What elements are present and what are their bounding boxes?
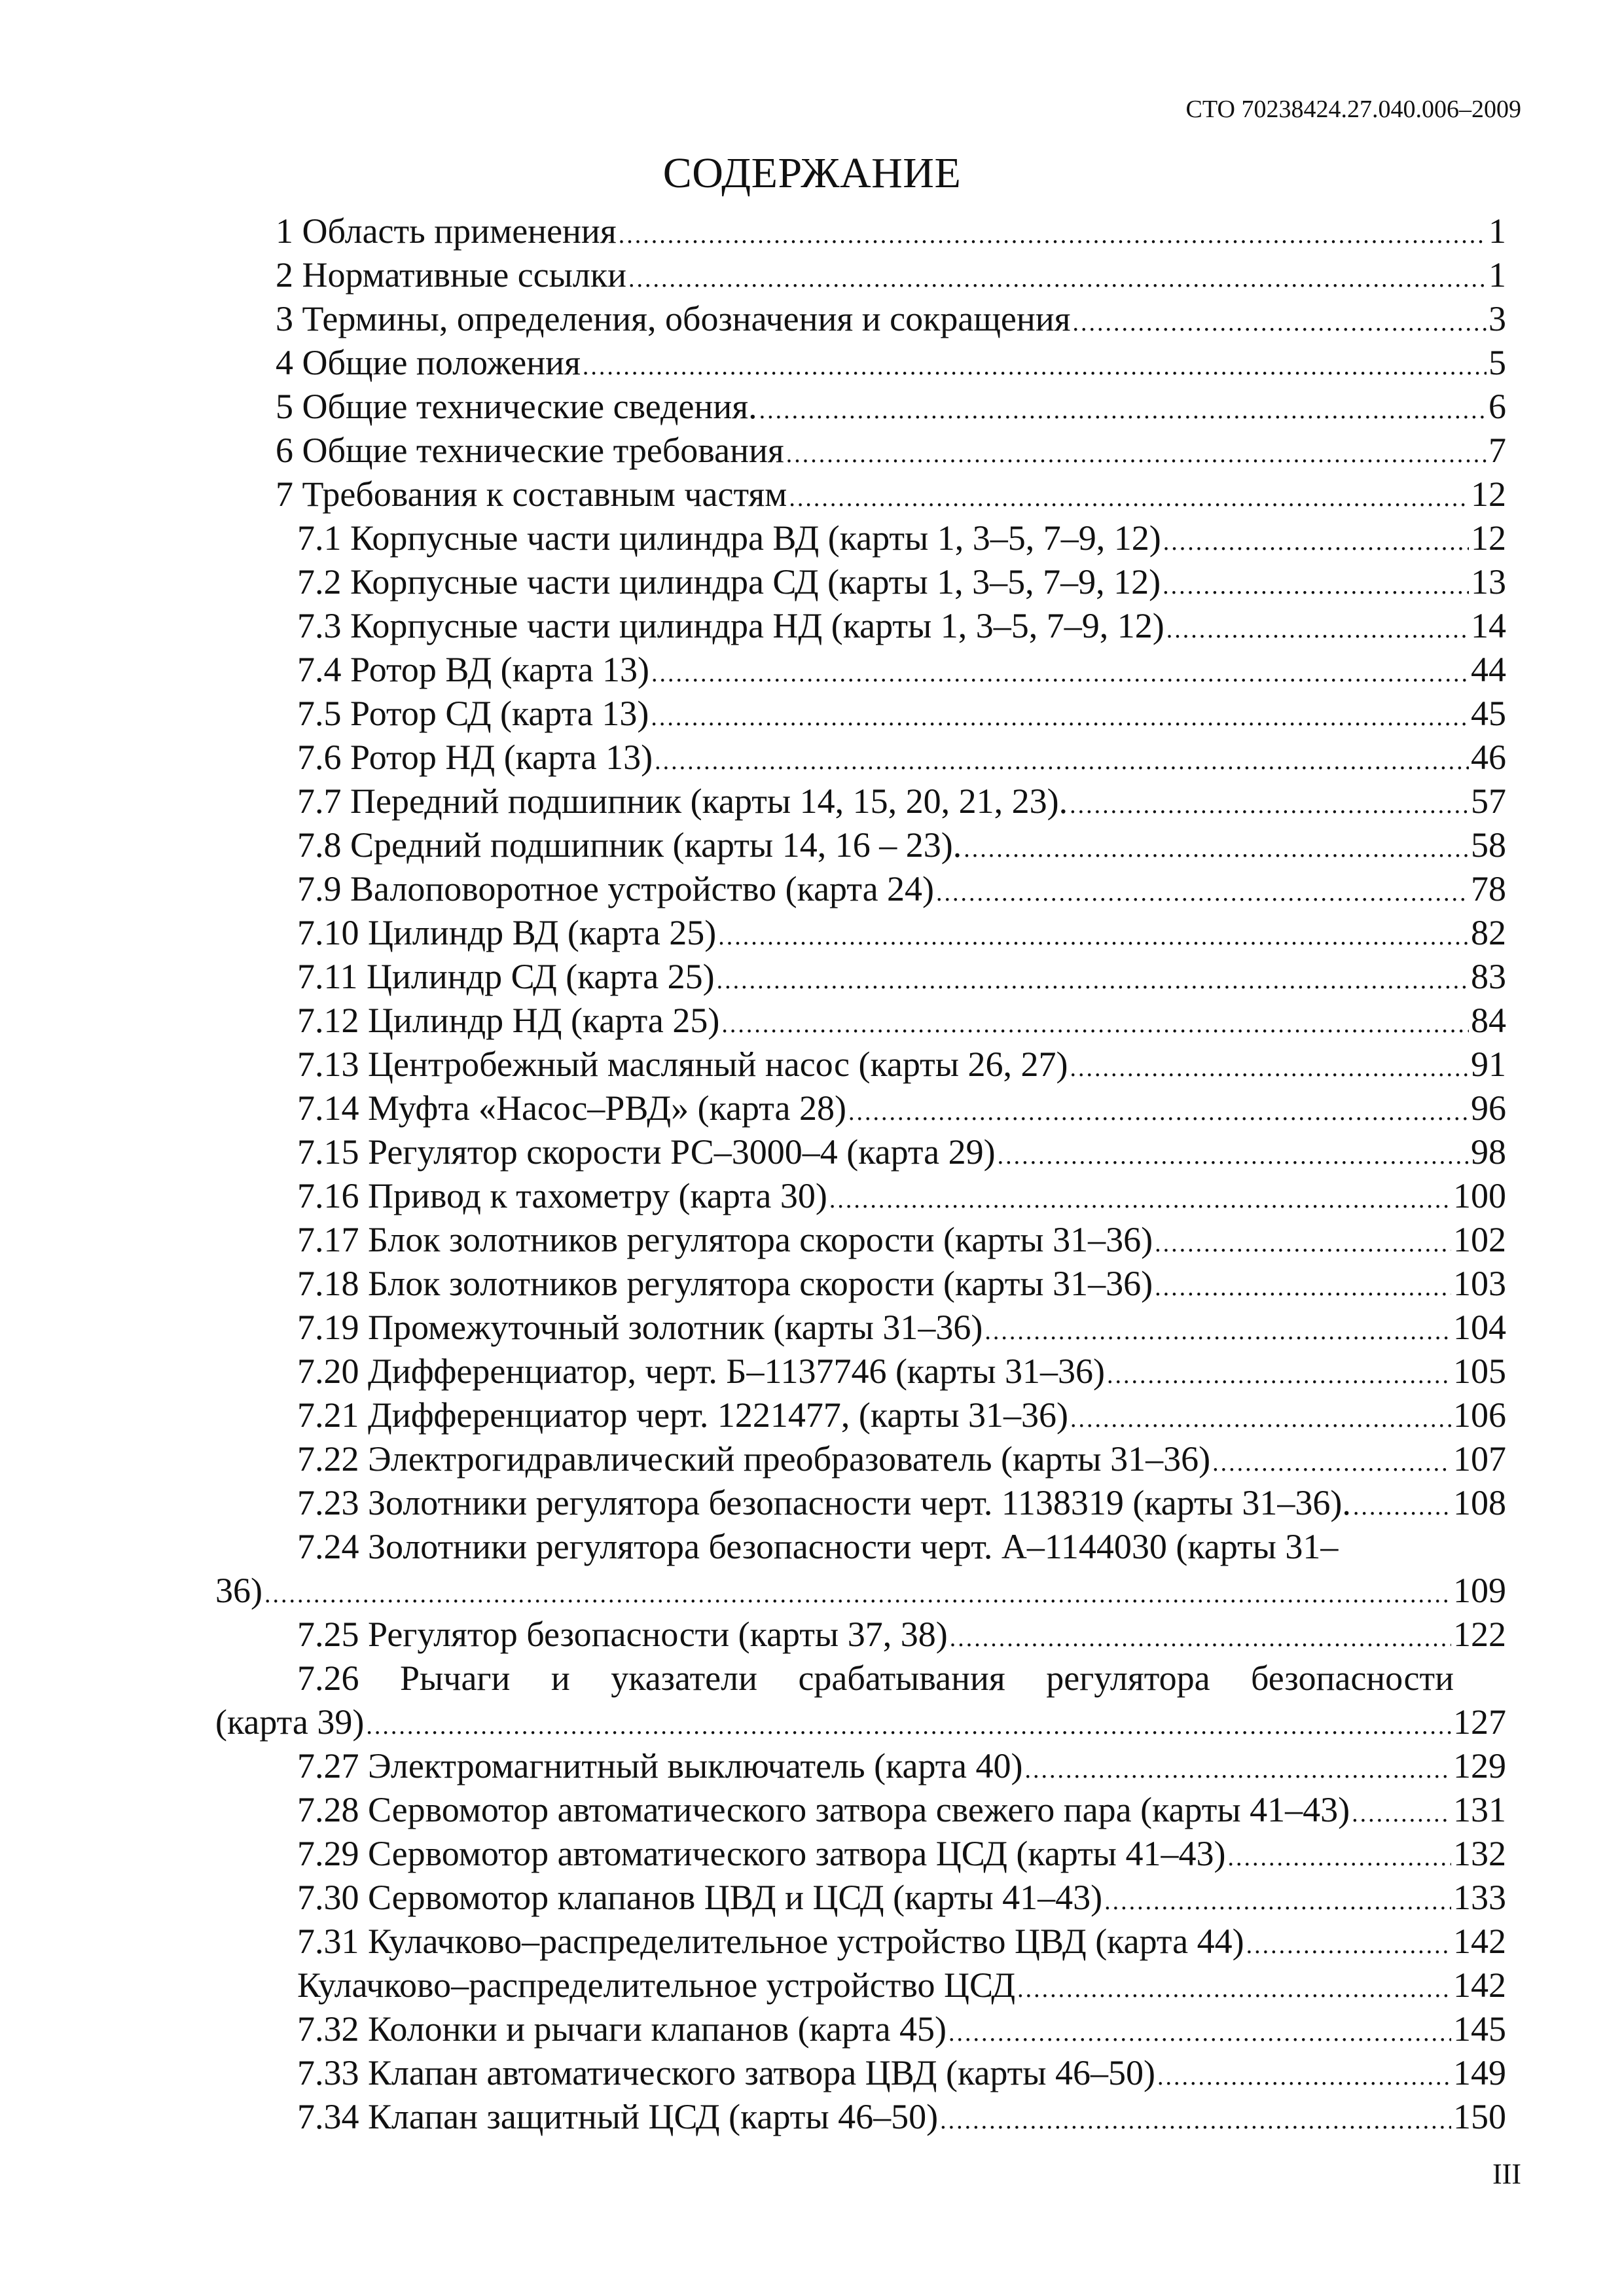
toc-entry-page: 6	[1489, 387, 1506, 426]
dot-leader	[789, 476, 1469, 520]
toc-entry[interactable]	[0, 780, 1624, 823]
toc-entry-title: 7.20 Дифференциатор, черт. Б–1137746 (карты 31–36)	[297, 1352, 1105, 1391]
toc-entry-title: 7 Требования к составным частям	[276, 475, 787, 514]
toc-entry-page: 109	[1453, 1571, 1506, 1610]
toc-entry[interactable]	[0, 823, 1624, 867]
toc-entry[interactable]	[0, 473, 1624, 516]
toc-entry[interactable]	[0, 1876, 1624, 1920]
toc-entry-title: 3 Термины, определения, обозначения и сокращения	[276, 299, 1071, 338]
toc-entry-page: 150	[1453, 2097, 1506, 2136]
toc-entry-page: 12	[1471, 475, 1506, 514]
toc-entry-title: 7.15 Регулятор скорости РС–3000–4 (карта 29)	[297, 1132, 996, 1172]
dot-leader	[1163, 564, 1469, 608]
toc-entry-page: 5	[1489, 343, 1506, 382]
toc-entry-page: 102	[1453, 1220, 1506, 1259]
toc-entry-title: 7.21 Дифференциатор черт. 1221477, (карты 31–36)	[297, 1395, 1068, 1435]
toc-entry-title: 7.28 Сервомотор автоматического затвора свежего пара (карты 41–43)	[297, 1790, 1350, 1829]
toc-entry[interactable]	[0, 1788, 1624, 1832]
dot-leader	[1024, 1748, 1451, 1792]
toc-entry-page: 132	[1453, 1834, 1506, 1873]
toc-entry-page: 58	[1471, 825, 1506, 865]
dot-leader	[264, 1573, 1451, 1617]
toc-entry-title: 2 Нормативные ссылки	[276, 255, 626, 295]
toc-entry-page: 91	[1471, 1045, 1506, 1084]
dot-leader	[583, 345, 1487, 389]
toc-entry-title: 7.12 Цилиндр НД (карта 25)	[297, 1001, 720, 1040]
toc-entry[interactable]	[0, 1613, 1624, 1657]
toc-entry[interactable]	[0, 385, 1624, 429]
toc-entry-title: 7.17 Блок золотников регулятора скорости (карты 31–36)	[297, 1220, 1153, 1259]
toc-entry-title: 7.27 Электромагнитный выключатель (карта 40)	[297, 1746, 1023, 1785]
toc-entry-title: 7.33 Клапан автоматического затвора ЦВД (карты 46–50)	[297, 2053, 1155, 2092]
dot-leader	[1246, 1924, 1451, 1967]
toc-entry-title: 7.14 Муфта «Насос–РВД» (карта 28)	[297, 1088, 846, 1128]
toc-entry[interactable]	[0, 1086, 1624, 1130]
toc-entry[interactable]	[0, 1130, 1624, 1174]
toc-entry[interactable]	[0, 2007, 1624, 2051]
dot-leader	[1155, 1222, 1451, 1266]
toc-entry[interactable]	[0, 253, 1624, 297]
document-code: СТО 70238424.27.040.006–2009	[1185, 96, 1521, 123]
toc-entry-title: 7.10 Цилиндр ВД (карта 25)	[297, 913, 717, 952]
toc-entry[interactable]	[0, 560, 1624, 604]
toc-entry-title: 7.11 Цилиндр СД (карта 25)	[297, 957, 715, 996]
dot-leader	[721, 1003, 1469, 1047]
dot-leader	[619, 213, 1487, 257]
toc-entry-title: Кулачково–распределительное устройство ЦСД	[297, 1965, 1016, 2005]
toc-entry[interactable]	[0, 429, 1624, 473]
toc-entry[interactable]	[0, 955, 1624, 999]
toc-entry-page: 84	[1471, 1001, 1506, 1040]
toc-entry[interactable]	[0, 867, 1624, 911]
toc-entry-title: 7.32 Колонки и рычаги клапанов (карта 45)	[297, 2009, 947, 2049]
dot-leader	[366, 1704, 1451, 1748]
dot-leader	[998, 1134, 1469, 1178]
dot-leader	[628, 257, 1487, 301]
dot-leader	[1070, 783, 1469, 827]
dot-leader	[1070, 1047, 1469, 1090]
toc-entry-title: 7.29 Сервомотор автоматического затвора ЦСД (карты 41–43)	[297, 1834, 1226, 1873]
dot-leader	[786, 433, 1487, 476]
toc-entry-page: 96	[1471, 1088, 1506, 1128]
dot-leader	[948, 2011, 1451, 2055]
dot-leader	[1107, 1354, 1451, 1397]
toc-entry-page: 131	[1453, 1790, 1506, 1829]
toc-entry-title: 7.1 Корпусные части цилиндра ВД (карты 1, 3–5, 7–9, 12)	[297, 518, 1161, 558]
toc-entry[interactable]	[0, 692, 1624, 736]
dot-leader	[940, 2099, 1451, 2143]
toc-entry-page: 104	[1453, 1308, 1506, 1347]
toc-entry[interactable]	[0, 1832, 1624, 1876]
toc-entry-page: 82	[1471, 913, 1506, 952]
dot-leader	[984, 1310, 1451, 1354]
toc-entry[interactable]	[0, 604, 1624, 648]
dot-leader	[1353, 1485, 1451, 1529]
toc-entry-title: 7.9 Валоповоротное устройство (карта 24)	[297, 869, 935, 908]
toc-entry[interactable]	[0, 648, 1624, 692]
toc-entry-title-line1: 7.24 Золотники регулятора безопасности черт. А–1144030 (карты 31–	[297, 1527, 1339, 1566]
toc-entry-title: 7.3 Корпусные части цилиндра НД (карты 1, 3–5, 7–9, 12)	[297, 606, 1164, 645]
toc-entry-page: 78	[1471, 869, 1506, 908]
toc-entry[interactable]	[0, 1481, 1624, 1525]
dot-leader	[655, 740, 1469, 783]
toc-entry[interactable]	[0, 297, 1624, 341]
toc-entry[interactable]	[0, 1920, 1624, 1964]
toc-entry-page: 100	[1453, 1176, 1506, 1215]
toc-entry[interactable]	[0, 1744, 1624, 1788]
toc-entry-page: 107	[1453, 1439, 1506, 1479]
toc-entry[interactable]	[0, 1306, 1624, 1350]
dot-leader	[1157, 2055, 1451, 2099]
dot-leader	[950, 1617, 1451, 1660]
toc-entry-title: 7.18 Блок золотников регулятора скорости (карты 31–36)	[297, 1264, 1153, 1303]
dot-leader	[1166, 608, 1469, 652]
toc-entry-page: 133	[1453, 1878, 1506, 1917]
toc-entry-page: 149	[1453, 2053, 1506, 2092]
toc-entry-page: 14	[1471, 606, 1506, 645]
toc-entry-page: 98	[1471, 1132, 1506, 1172]
toc-entry-title: 7.8 Средний подшипник (карты 14, 16 – 23).	[297, 825, 962, 865]
toc-entry-wrapped[interactable]	[0, 1657, 1624, 1744]
toc-entry[interactable]	[0, 736, 1624, 780]
toc-entry-title: 7.6 Ротор НД (карта 13)	[297, 738, 653, 777]
dot-leader	[651, 652, 1469, 696]
toc-entry-page: 1	[1489, 211, 1506, 251]
toc-entry-page: 3	[1489, 299, 1506, 338]
toc-entry-title-line2: (карта 39)	[215, 1702, 365, 1742]
toc-entry[interactable]	[0, 516, 1624, 560]
toc-entry-title: 1 Область применения	[276, 211, 617, 251]
toc-entry-title: 5 Общие технические сведения.	[276, 387, 757, 426]
toc-entry-title-line1: 7.26 Рычаги и указатели срабатывания регулятора безопасности	[297, 1659, 1454, 1698]
toc-entry-title-line2: 36)	[215, 1571, 262, 1610]
toc-entry-title: 7.16 Привод к тахометру (карта 30)	[297, 1176, 827, 1215]
toc-entry[interactable]	[0, 2095, 1624, 2139]
page-number: III	[1492, 2158, 1521, 2190]
toc-entry-page: 122	[1453, 1615, 1506, 1654]
dot-leader	[1017, 1967, 1451, 2011]
dot-leader	[1163, 520, 1469, 564]
dot-leader	[848, 1090, 1469, 1134]
dot-leader	[718, 915, 1469, 959]
dot-leader	[717, 959, 1469, 1003]
toc-entry-title: 7.25 Регулятор безопасности (карты 37, 38)	[297, 1615, 948, 1654]
toc-entry[interactable]	[0, 1964, 1624, 2007]
dot-leader	[1212, 1441, 1451, 1485]
toc-entry-title: 7.4 Ротор ВД (карта 13)	[297, 650, 650, 689]
toc-entry-title: 6 Общие технические требования	[276, 431, 784, 470]
dot-leader	[759, 389, 1487, 433]
toc-entry-title: 7.23 Золотники регулятора безопасности черт. 1138319 (карты 31–36).	[297, 1483, 1351, 1522]
toc-entry[interactable]	[0, 1262, 1624, 1306]
toc-entry-page: 127	[1453, 1702, 1506, 1742]
dot-leader	[1073, 301, 1487, 345]
toc-entry-page: 1	[1489, 255, 1506, 295]
toc-entry-page: 44	[1471, 650, 1506, 689]
dot-leader	[1227, 1836, 1451, 1880]
dot-leader	[829, 1178, 1451, 1222]
toc-entry-title: 4 Общие положения	[276, 343, 581, 382]
toc-entry-title: 7.22 Электрогидравлический преобразователь (карты 31–36)	[297, 1439, 1211, 1479]
toc-entry[interactable]	[0, 1350, 1624, 1393]
toc-entry[interactable]	[0, 1218, 1624, 1262]
dot-leader	[936, 871, 1469, 915]
dot-leader	[1155, 1266, 1451, 1310]
toc-entry-page: 12	[1471, 518, 1506, 558]
toc-entry-page: 57	[1471, 781, 1506, 821]
dot-leader	[1070, 1397, 1451, 1441]
toc-entry-page: 13	[1471, 562, 1506, 601]
toc-entry[interactable]	[0, 2051, 1624, 2095]
toc-entry[interactable]	[0, 209, 1624, 253]
toc-entry-page: 142	[1453, 1922, 1506, 1961]
toc-entry-page: 46	[1471, 738, 1506, 777]
toc-title: СОДЕРЖАНИЕ	[662, 149, 962, 197]
toc-entry-page: 106	[1453, 1395, 1506, 1435]
toc-entry-title: 7.34 Клапан защитный ЦСД (карты 46–50)	[297, 2097, 939, 2136]
toc-entry[interactable]	[0, 1174, 1624, 1218]
toc-entry-page: 7	[1489, 431, 1506, 470]
toc-entry-page: 142	[1453, 1965, 1506, 2005]
toc-entry-page: 105	[1453, 1352, 1506, 1391]
toc-entry[interactable]	[0, 1043, 1624, 1086]
toc-entry-page: 83	[1471, 957, 1506, 996]
toc-entry[interactable]	[0, 341, 1624, 385]
toc-entry-title: 7.7 Передний подшипник (карты 14, 15, 20, 21, 23).	[297, 781, 1068, 821]
dot-leader	[1352, 1792, 1451, 1836]
dot-leader	[1104, 1880, 1451, 1924]
toc-entry[interactable]	[0, 999, 1624, 1043]
toc-entry-wrapped[interactable]	[0, 1525, 1624, 1613]
toc-entry-title: 7.19 Промежуточный золотник (карты 31–36)	[297, 1308, 983, 1347]
toc-entry-title: 7.30 Сервомотор клапанов ЦВД и ЦСД (карты 41–43)	[297, 1878, 1103, 1917]
toc-entry-title: 7.5 Ротор СД (карта 13)	[297, 694, 649, 733]
toc-entry[interactable]	[0, 1393, 1624, 1437]
toc-entry-page: 45	[1471, 694, 1506, 733]
dot-leader	[651, 696, 1469, 740]
dot-leader	[964, 827, 1469, 871]
toc-entry[interactable]	[0, 1437, 1624, 1481]
toc-entry-page: 145	[1453, 2009, 1506, 2049]
toc-entry-page: 103	[1453, 1264, 1506, 1303]
toc-entry[interactable]	[0, 911, 1624, 955]
toc-entry-page: 129	[1453, 1746, 1506, 1785]
toc-entry-title: 7.13 Центробежный масляный насос (карты 26, 27)	[297, 1045, 1068, 1084]
toc-entry-title: 7.31 Кулачково–распределительное устройство ЦВД (карта 44)	[297, 1922, 1244, 1961]
toc-entry-title: 7.2 Корпусные части цилиндра СД (карты 1, 3–5, 7–9, 12)	[297, 562, 1161, 601]
toc-entry-page: 108	[1453, 1483, 1506, 1522]
